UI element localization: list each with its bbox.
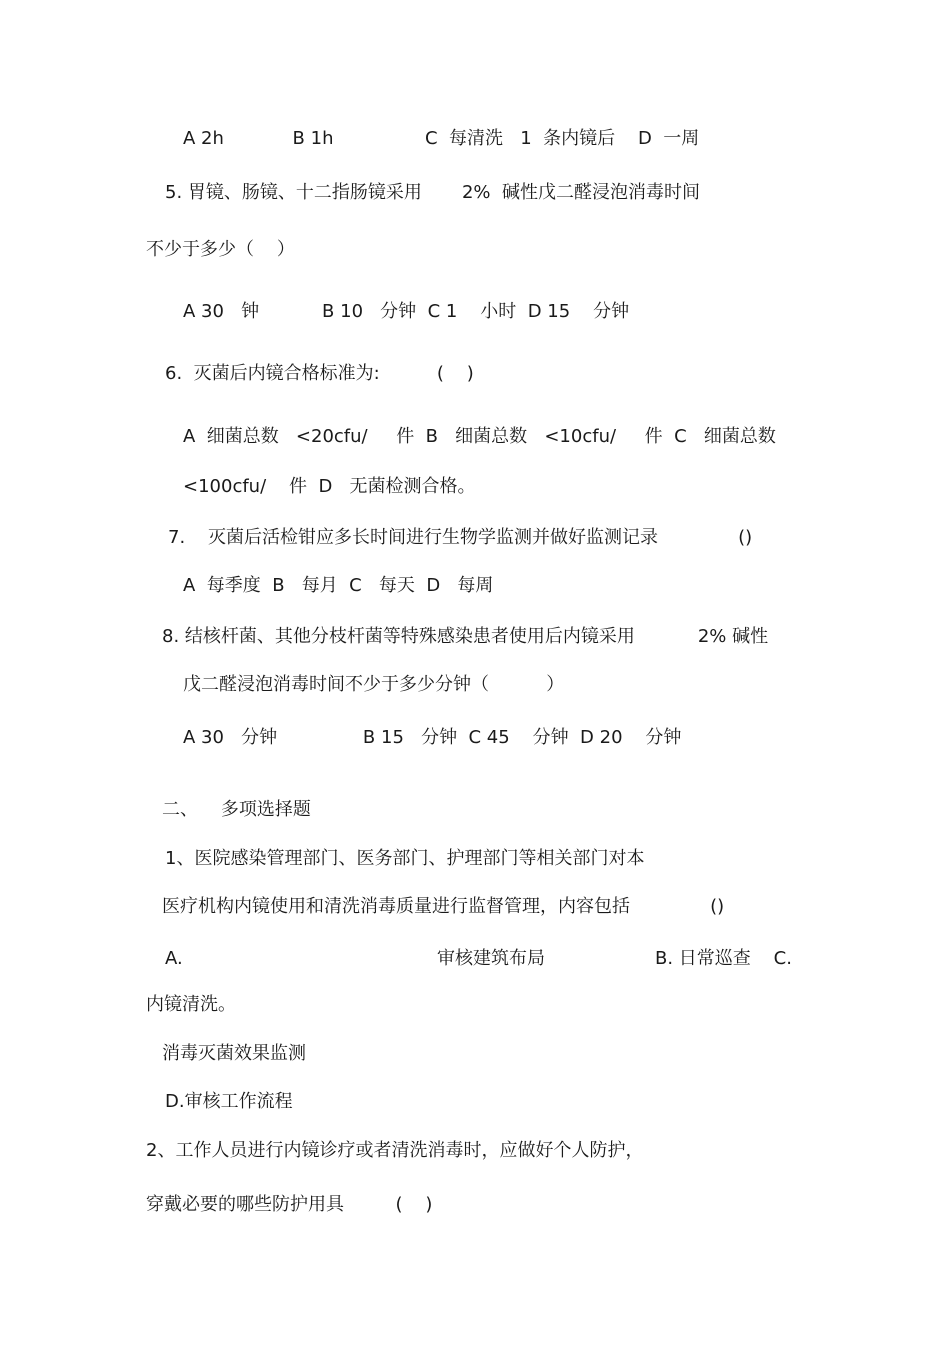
m1-option-b: B. 日常巡查 C. [655, 948, 792, 969]
m1-question-line2: 医疗机构内镜使用和清洗消毒质量进行监督管理，内容包括 () [162, 896, 725, 917]
m1-option-d: D.审核工作流程 [165, 1091, 293, 1112]
q5-options: A 30 钟 B 10 分钟 C 1 小时 D 15 分钟 [183, 301, 630, 322]
m1-option-a-label: A. [165, 948, 183, 969]
m2-question-line2: 穿戴必要的哪些防护用具 ( ) [146, 1194, 433, 1215]
m1-question-line1: 1、医院感染管理部门、医务部门、护理部门等相关部门对本 [165, 848, 645, 869]
q5-question-line2: 不少于多少（ ） [146, 239, 295, 260]
m1-option-a-text: 审核建筑布局 [437, 948, 545, 969]
section-heading: 二、 多项选择题 [162, 799, 311, 820]
q4-options: A 2h B 1h C 每清洗 1 条内镜后 D 一周 [183, 128, 700, 149]
q8-question-line2: 戊二醛浸泡消毒时间不少于多少分钟（ ） [183, 674, 565, 695]
q7-question: 7. 灭菌后活检钳应多长时间进行生物学监测并做好监测记录 () [168, 527, 753, 548]
m1-option-c-text: 内镜清洗。 [146, 994, 236, 1015]
q5-question-line1: 5. 胃镜、肠镜、十二指肠镜采用 2% 碱性戊二醛浸泡消毒时间 [165, 182, 700, 203]
q6-options-line1: A 细菌总数 <20cfu/ 件 B 细菌总数 <10cfu/ 件 C 细菌总数 [183, 426, 776, 447]
q7-options: A 每季度 B 每月 C 每天 D 每周 [183, 575, 494, 596]
m2-question-line1: 2、工作人员进行内镜诊疗或者清洗消毒时，应做好个人防护， [146, 1140, 644, 1161]
q8-question-line1: 8. 结核杆菌、其他分枝杆菌等特殊感染患者使用后内镜采用 2% 碱性 [162, 626, 769, 647]
q6-question: 6. 灭菌后内镜合格标准为: ( ) [165, 363, 474, 384]
q6-options-line2: <100cfu/ 件 D 无菌检测合格。 [183, 476, 476, 497]
q8-options: A 30 分钟 B 15 分钟 C 45 分钟 D 20 分钟 [183, 727, 682, 748]
m1-option-c-continued: 消毒灭菌效果监测 [162, 1043, 306, 1064]
